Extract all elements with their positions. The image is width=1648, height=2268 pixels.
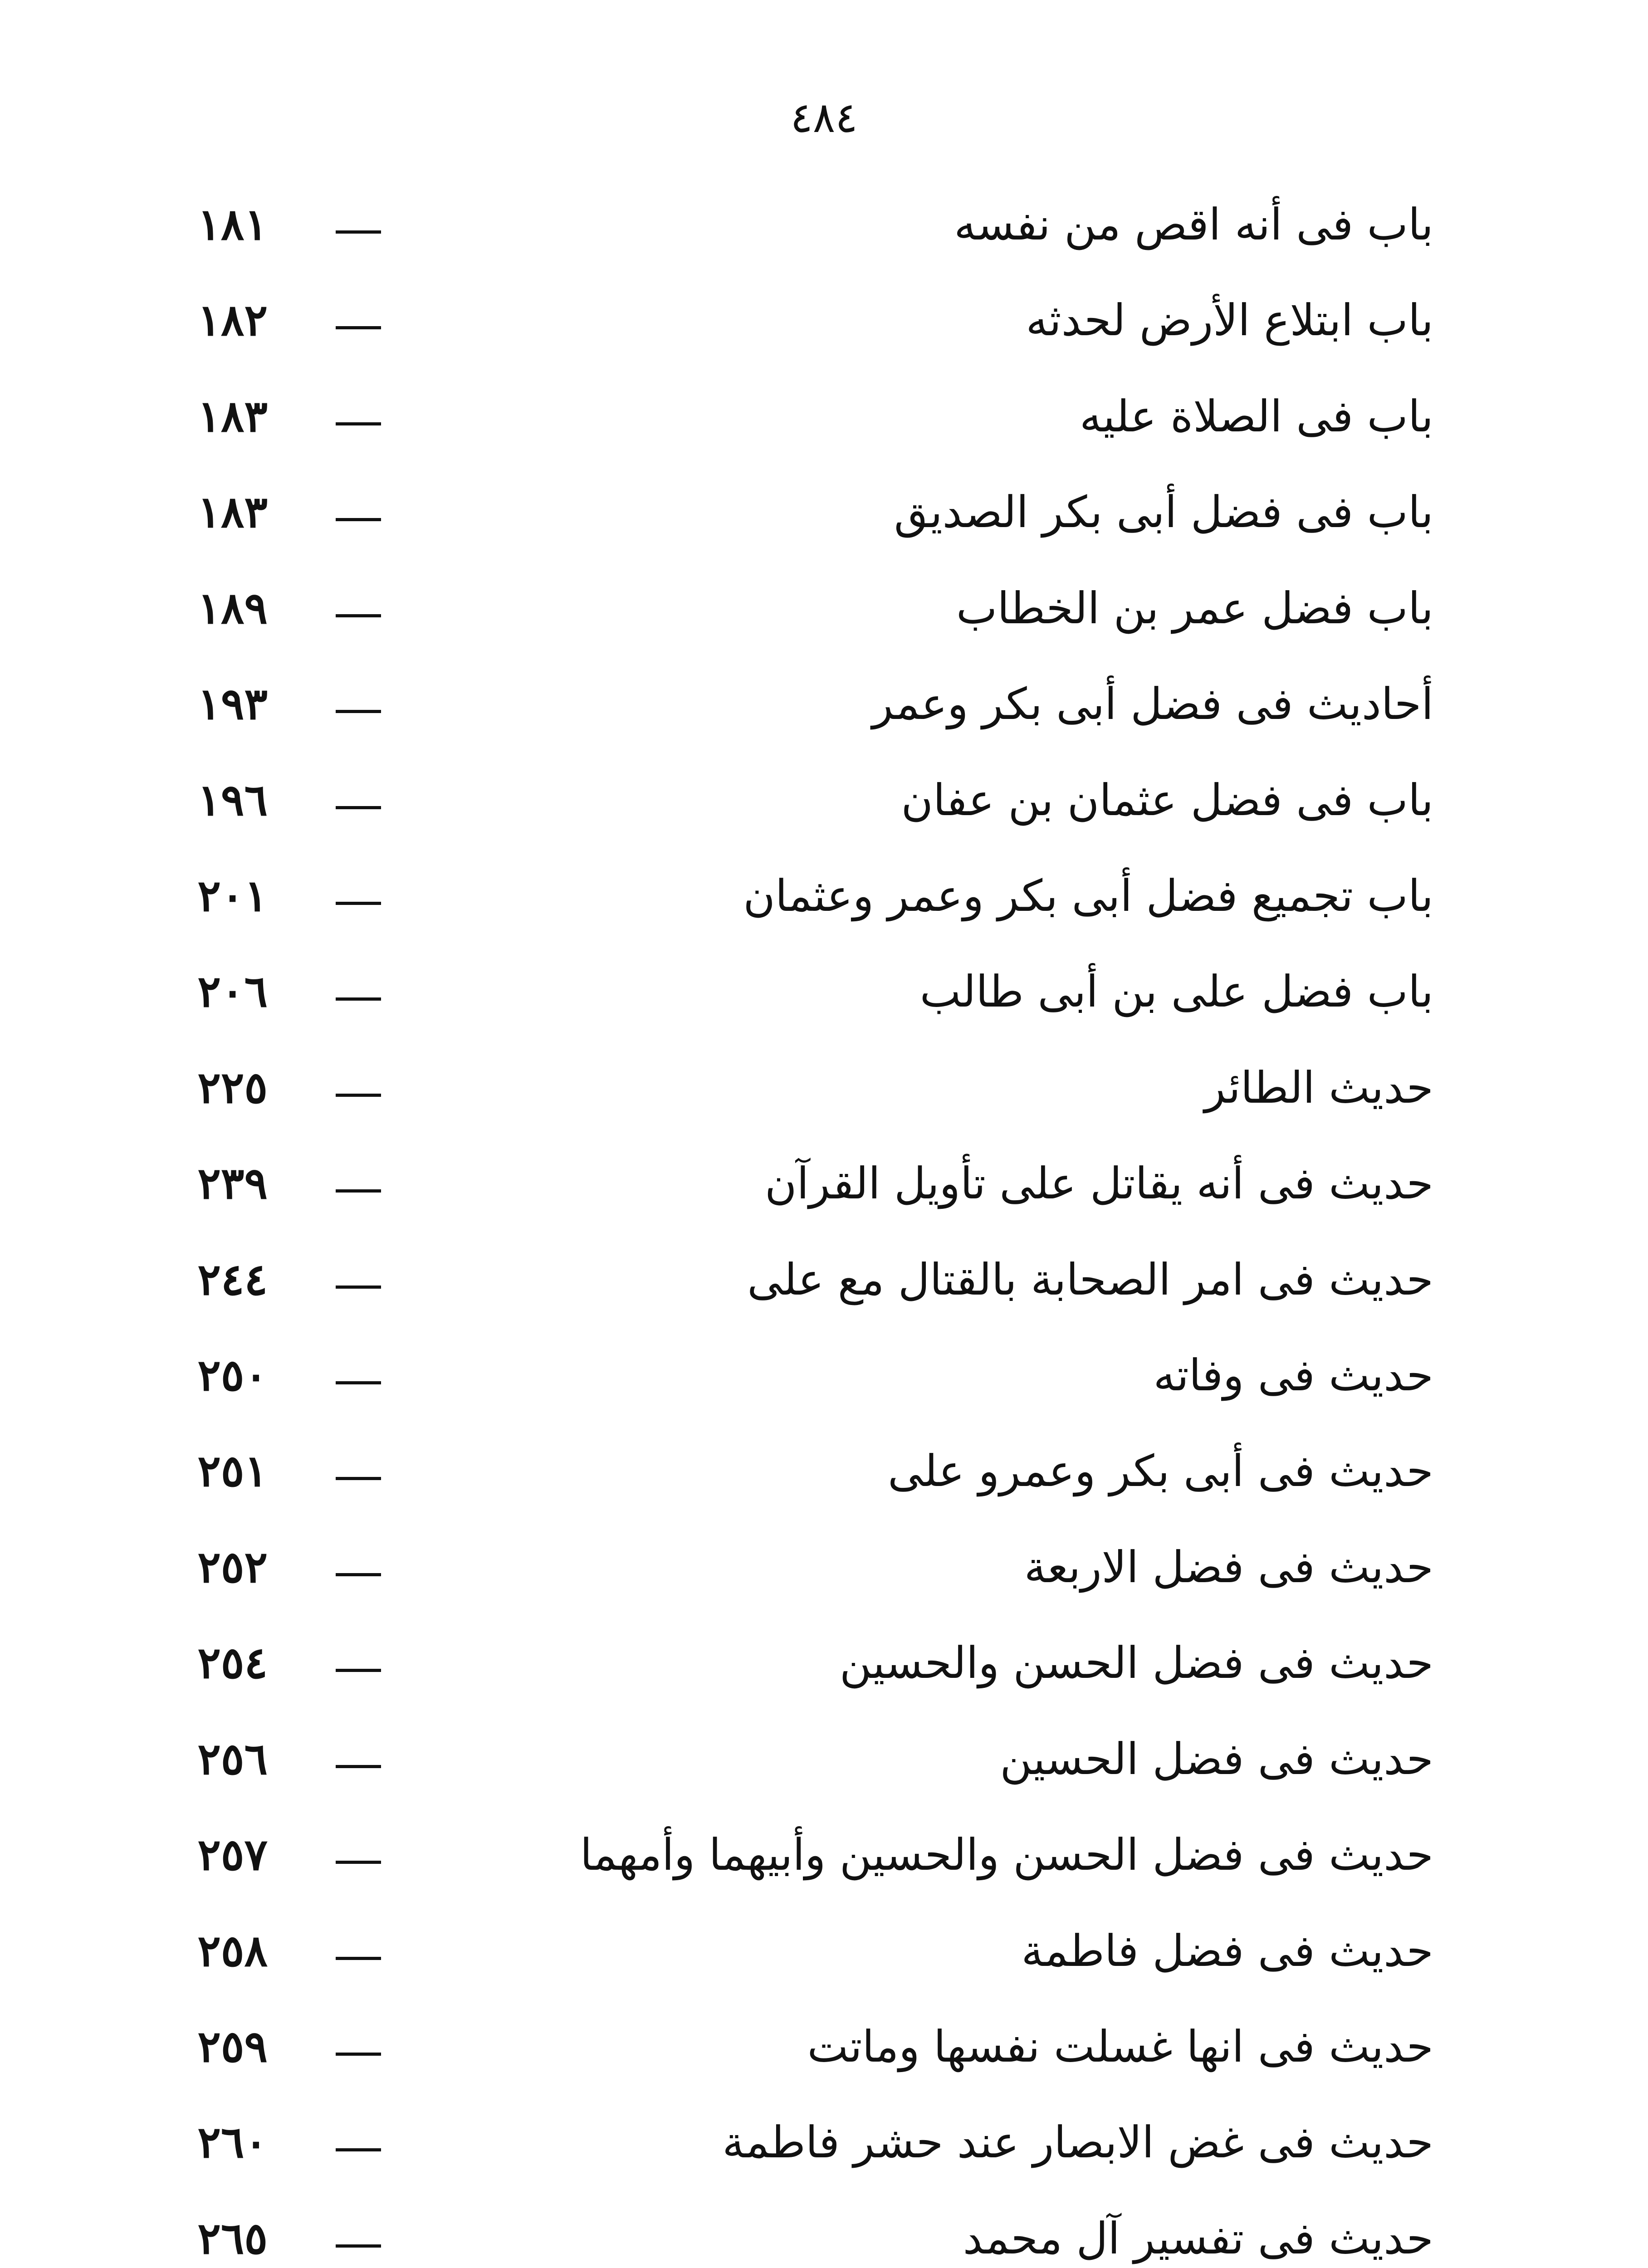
- entry-page-number: ٢٣٩: [197, 1158, 268, 1209]
- toc-entry: [150, 574, 1433, 647]
- leader-dash: [336, 2053, 381, 2056]
- page-number: ٤٨٤: [790, 93, 858, 142]
- entry-page-number: ١٨٣: [197, 390, 268, 442]
- entry-title: حديث فى فضل الحسين: [1000, 1733, 1433, 1784]
- entry-title: حديث فى فضل الحسن والحسين وأبيهما وأمهما: [580, 1829, 1433, 1881]
- entry-title: حديث فى غض الابصار عند حشر فاطمة: [722, 2117, 1433, 2168]
- toc-entry: [150, 1821, 1433, 1893]
- entry-title: باب فى فضل أبى بكر الصديق: [894, 487, 1433, 538]
- leader-dash: [336, 614, 381, 617]
- leader-dash: [336, 518, 381, 521]
- toc-entry: [150, 1917, 1433, 1989]
- entry-page-number: ٢٠١: [197, 870, 268, 921]
- entry-page-number: ١٨٣: [197, 486, 268, 538]
- toc-entry: [150, 1725, 1433, 1798]
- leader-dash: [336, 2148, 381, 2151]
- leader-dash: [336, 997, 381, 1001]
- toc-entry: [150, 1629, 1433, 1701]
- entry-title: حديث فى فضل الاربعة: [1024, 1541, 1433, 1593]
- entry-title: باب فى الصلاة عليه: [1079, 391, 1433, 442]
- entry-title: حديث الطائر: [1204, 1062, 1433, 1113]
- entry-page-number: ٢٥١: [197, 1445, 268, 1497]
- entry-page-number: ٢٥٤: [197, 1637, 268, 1689]
- entry-page-number: ٢٥٢: [197, 1541, 268, 1593]
- entry-title: حديث فى أبى بكر وعمرو على: [888, 1446, 1433, 1497]
- entry-page-number: ١٨٢: [197, 294, 268, 346]
- toc-entry: [150, 2013, 1433, 2085]
- leader-dash: [336, 1765, 381, 1768]
- leader-dash: [336, 1669, 381, 1672]
- entry-title: حديث فى وفاته: [1153, 1350, 1433, 1401]
- entry-page-number: ٢٥٨: [197, 1925, 268, 1976]
- entry-page-number: ٢٦٠: [197, 2116, 268, 2168]
- entry-title: حديث فى تفسير آل محمد: [963, 2213, 1433, 2264]
- toc-entry: [150, 1246, 1433, 1318]
- toc-entry: [150, 862, 1433, 934]
- entry-title: حديث فى امر الصحابة بالقتال مع على: [747, 1254, 1433, 1305]
- leader-dash: [336, 1861, 381, 1864]
- entry-page-number: ١٨١: [197, 199, 268, 250]
- leader-dash: [336, 1957, 381, 1960]
- toc-entry: [150, 670, 1433, 743]
- toc-entry: [150, 382, 1433, 455]
- toc-entry: [150, 1341, 1433, 1414]
- entry-title: باب فضل على بن أبى طالب: [919, 966, 1433, 1017]
- entry-page-number: ٢٢٥: [197, 1061, 268, 1113]
- toc-entry: [150, 766, 1433, 839]
- entry-title: حديث فى أنه يقاتل على تأويل القرآن: [765, 1158, 1433, 1209]
- entry-page-number: ١٨٩: [197, 582, 268, 634]
- entry-title: حديث فى فضل الحسن والحسين: [839, 1637, 1433, 1689]
- leader-dash: [336, 1477, 381, 1480]
- toc-entry: [150, 1149, 1433, 1222]
- table-of-contents: [150, 191, 1433, 2268]
- entry-title: حديث فى فضل فاطمة: [1021, 1925, 1433, 1976]
- toc-entry: [150, 1437, 1433, 1510]
- entry-title: باب تجميع فضل أبى بكر وعمر وعثمان: [743, 870, 1433, 921]
- entry-page-number: ٢٤٤: [197, 1253, 268, 1305]
- entry-page-number: ٢٥٠: [197, 1349, 268, 1401]
- entry-title: باب ابتلاع الأرض لحدثه: [1026, 295, 1433, 346]
- toc-entry: [150, 286, 1433, 359]
- leader-dash: [336, 1381, 381, 1384]
- entry-page-number: ٢٥٩: [197, 2021, 268, 2072]
- leader-dash: [336, 1094, 381, 1097]
- entry-title: حديث فى انها غسلت نفسها وماتت: [807, 2021, 1433, 2072]
- entry-title: باب فى فضل عثمان بن عفان: [901, 774, 1433, 826]
- toc-entry: [150, 2204, 1433, 2268]
- leader-dash: [336, 422, 381, 425]
- entry-title: باب فضل عمر بن الخطاب: [956, 582, 1433, 634]
- leader-dash: [336, 1573, 381, 1576]
- leader-dash: [336, 326, 381, 329]
- toc-entry: [150, 1054, 1433, 1126]
- entry-page-number: ٢٥٧: [197, 1829, 268, 1881]
- leader-dash: [336, 230, 381, 234]
- entry-title: أحاديث فى فضل أبى بكر وعمر: [872, 679, 1433, 730]
- leader-dash: [336, 1189, 381, 1193]
- leader-dash: [336, 902, 381, 905]
- entry-page-number: ٢٠٦: [197, 966, 268, 1017]
- leader-dash: [336, 1286, 381, 1289]
- toc-entry: [150, 191, 1433, 263]
- entry-page-number: ١٩٦: [197, 774, 268, 826]
- entry-page-number: ٢٦٥: [197, 2212, 268, 2264]
- leader-dash: [336, 710, 381, 713]
- toc-entry: [150, 1533, 1433, 1606]
- entry-title: باب فى أنه اقص من نفسه: [954, 199, 1433, 250]
- leader-dash: [336, 806, 381, 809]
- toc-entry: [150, 958, 1433, 1030]
- leader-dash: [336, 2244, 381, 2248]
- entry-page-number: ٢٥٦: [197, 1733, 268, 1784]
- toc-entry: [150, 2108, 1433, 2181]
- entry-page-number: ١٩٣: [197, 678, 268, 730]
- toc-entry: [150, 478, 1433, 551]
